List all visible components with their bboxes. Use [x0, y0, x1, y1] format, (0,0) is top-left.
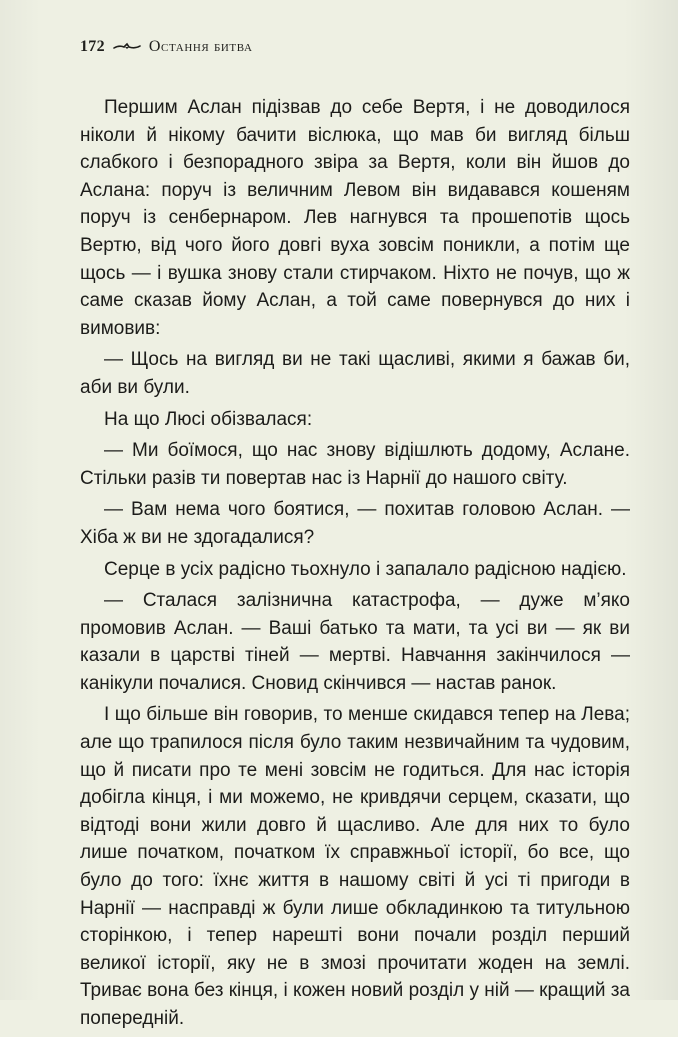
body-text: [80, 94, 630, 1037]
running-head: [80, 38, 253, 56]
paragraph: — Щось на вигляд ви не такі щасливі, якими я бажав би, аби ви були.: [80, 349, 630, 398]
paragraph: — Ми боїмося, що нас знову відішлють додому, Аслане. Стільки разів ти повертав нас із Нарнії до нашого світу.: [80, 440, 630, 489]
paragraph: — Сталася залізнична катастрофа, — дуже м’яко промовив Аслан. — Ваші батько та мати, та усі ви — як ви казали в царстві тіней — мертві. Навчання закінчилося — канікули почалися. Сновид скінчився — настав ранок.: [80, 590, 630, 694]
paragraph: — Вам нема чого боятися, — похитав головою Аслан. — Хіба ж ви не здогадалися?: [80, 499, 630, 548]
paragraph: Першим Аслан підізвав до себе Вертя, і не доводилося ніколи й нікому бачити віслюка, що мав би вигляд більш слабкого і безпорадного звіра за Вертя, коли він йшов до Аслана: поруч із величним Левом він видавався кошеням поруч із сенбернаром. Лев нагнувся та прошепотів щось Вертю, від чого його довгі вуха зовсім поникли, а потім ще щось — і вушка знову стали стирчаком. Ніхто не почув, що ж саме сказав йому Аслан, а той саме повернувся до них і вимовив:: [80, 97, 630, 339]
page-number: 172: [80, 38, 105, 55]
arrow-flourish-icon: [113, 42, 141, 52]
paragraph: Серце в усіх радісно тьохнуло і запалало радісною надією.: [104, 558, 627, 580]
book-title: Остання битва: [148, 38, 253, 55]
paragraph: І що більше він говорив, то менше скидався тепер на Лева; але що трапилося після було таким незвичайним та чудовим, що й писати про те мені зовсім не годиться. Для нас історія добігла кінця, і ми можемо, не кривдячи серцем, сказати, що відтоді вони жили довго й щасливо. Але для них то було лише початком, початком їх справжньої історії, бо все, що було до того: їхнє життя в нашому світі й усі ті пригоди в Нарнії — насправді ж були лише обкладинкою та титульною сторінкою, і тепер нарешті вони почали розділ перший великої історії, яку не в змозі прочитати жоден на землі. Триває вона без кінця, і кожен новий розділ у ній — кращий за попередній.: [80, 704, 630, 1029]
paragraph: На що Люсі обізвалася:: [104, 408, 313, 430]
